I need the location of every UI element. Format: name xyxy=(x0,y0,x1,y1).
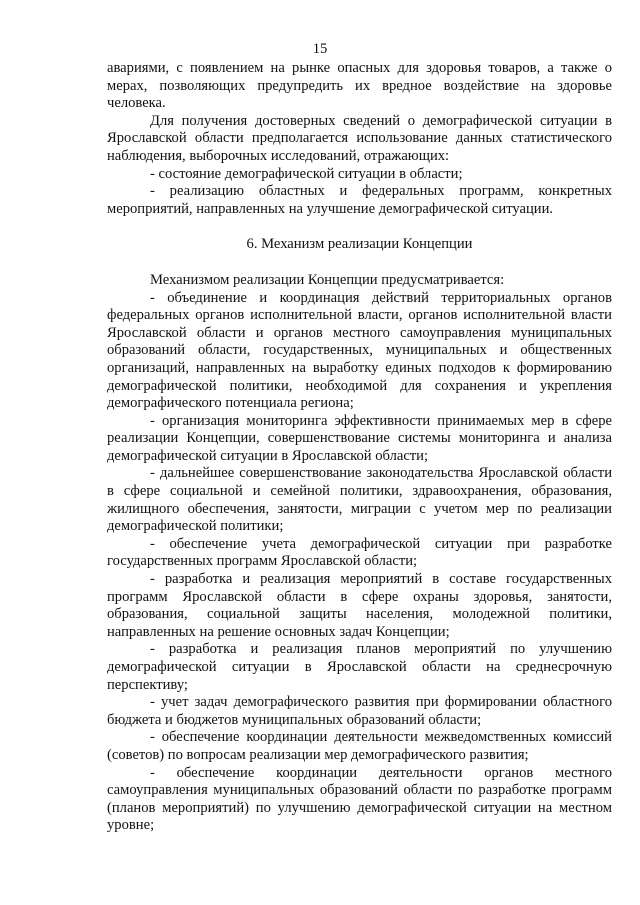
page-number: 15 xyxy=(312,41,328,57)
list-item-demographic-state: - состояние демографической ситуации в области; xyxy=(150,165,463,182)
list-item: - организация мониторинга эффективности принимаемых мер в сфере реализации Концепции, совершенствование системы мониторинга и анализа демографической ситуации в Ярославской области; xyxy=(107,412,612,464)
list-item: - обеспечение учета демографической ситуации при разработке государственных программ Ярославской области; xyxy=(107,535,612,570)
list-item: - дальнейшее совершенствование законодательства Ярославской области в сфере социальной и семейной политики, здравоохранения, образования, жилищного обеспечения, занятости, миграции с учетом мер по реализации демографической политики; xyxy=(107,465,612,535)
list-item: - учет задач демографического развития при формировании областного бюджета и бюджетов муниципальных образований области; xyxy=(107,694,612,728)
list-item: - обеспечение координации деятельности межведомственных комиссий (советов) по вопросам реализации мер демографического развития; xyxy=(107,729,612,763)
list-item: - объединение и координация действий территориальных органов федеральных органов исполнительной власти, органов исполнительной власти Ярославской области и органов местного самоуправления муниципальных образований области, государственных, муниципальных и общественных организаций, направленных на выработку единых подходов к формированию демографической политики, необходимой для сохранения и укрепления демографического потенциала региона; xyxy=(107,289,612,412)
section-heading: 6. Механизм реализации Концепции xyxy=(246,236,473,253)
list-item: - разработка и реализация мероприятий в составе государственных программ Ярославской области в сфере охраны здоровья, занятости, образования, социальной защиты населения, молодежной политики, направленных на решение основных задач Концепции; xyxy=(107,571,612,640)
document-body xyxy=(107,60,612,835)
paragraph-data-sources: Для получения достоверных сведений о демографической ситуации в Ярославской области предполагается использование данных статистического наблюдения, выборочных исследований, отражающих: xyxy=(107,112,612,164)
paragraph-continuation: авариями, с появлением на рынке опасных для здоровья товаров, а также о мерах, позволяющих предупредить их вредное воздействие на здоровье человека. xyxy=(107,60,612,112)
section-intro: Механизмом реализации Концепции предусматривается: xyxy=(150,271,505,288)
list-item: - обеспечение координации деятельности органов местного самоуправления муниципальных образований области по разработке программ (планов мероприятий) по улучшению демографической ситуации на местном уровне; xyxy=(107,764,612,834)
list-item-programs-implementation: - реализацию областных и федеральных программ, конкретных мероприятий, направленных на улучшение демографической ситуации. xyxy=(107,183,612,217)
list-item: - разработка и реализация планов мероприятий по улучшению демографической ситуации в Ярославской области на среднесрочную перспективу; xyxy=(107,641,612,693)
